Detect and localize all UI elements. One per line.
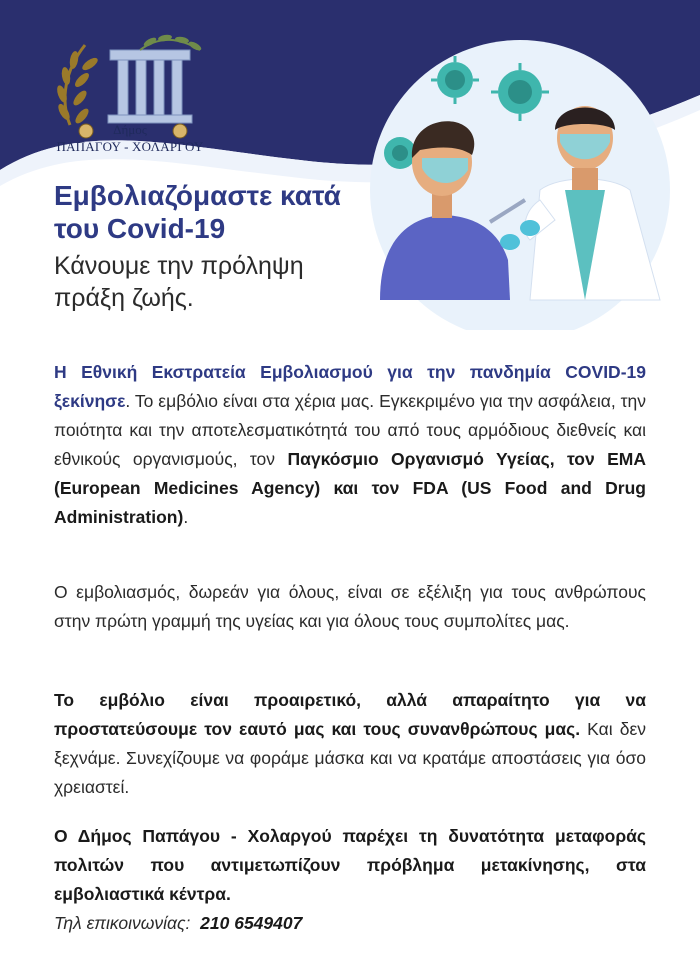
page-title-line2: του Covid-19 [54, 213, 226, 244]
transport-bold: Ο Δήμος Παπάγου - Χολαργού παρέχει τη δυνατότητα μεταφοράς πολιτών που αντιμετωπίζουν πρόβλημα μετακίνησης, στα εμβολιαστικά κέντρα. [54, 826, 646, 904]
campaign-organizations: Παγκόσμιο Οργανισμό Υγείας, τον EMA (European Medicines Agency) και τον FDA (US Food and Drug Administration) [54, 449, 646, 527]
virus-icon [431, 56, 479, 104]
page-subtitle-line2: πράξη ζωής. [54, 284, 194, 312]
phone-number[interactable]: 210 6549407 [200, 913, 303, 933]
campaign-lead: Η Εθνική Εκστρατεία Εμβολιασμού για την πανδημία COVID-19 ξεκίνησε [54, 362, 646, 411]
campaign-text: Το εμβόλιο είναι στα χέρια μας. Εγκεκριμένο για την ασφάλεια, την ποιότητα και την αποτελεσματικότητά του από τους αρμόδιους διεθνείς και εθνικούς οργανισμούς, τον [54, 391, 646, 469]
paragraph-free-vaccination: Ο εμβολιασμός, δωρεάν για όλους, είναι σε εξέλιξη για τους ανθρώπους στην πρώτη γραμμή της υγείας και για όλους τους συμπολίτες μας. [54, 582, 646, 631]
logo-line2: ΠΑΠΑΓΟΥ - ΧΟΛΑΡΓΟΥ [56, 139, 204, 154]
paragraph-optional [54, 686, 646, 802]
campaign-end: . [183, 507, 189, 527]
page-subtitle-line1: Κάνουμε την πρόληψη [54, 252, 304, 280]
page-title-line1: Εμβολιαζόμαστε κατά [54, 180, 341, 211]
campaign-lead-end: . [125, 391, 131, 411]
optional-bold: Το εμβόλιο είναι προαιρετικό, αλλά απαραίτητο για να προστατεύσουμε τον εαυτό μας και τους συνανθρώπους μας. [54, 690, 646, 739]
logo-line1: Δήμος [113, 122, 147, 137]
paragraph-transport [54, 822, 646, 938]
vaccination-illustration-icon [360, 50, 680, 315]
paragraph-campaign [54, 358, 646, 532]
optional-text: Και δεν ξεχνάμε. Συνεχίζουμε να φοράμε μάσκα και να κρατάμε αποστάσεις για όσο χρειαστεί. [54, 719, 647, 797]
phone-label: Τηλ επικοινωνίας: [54, 913, 191, 933]
